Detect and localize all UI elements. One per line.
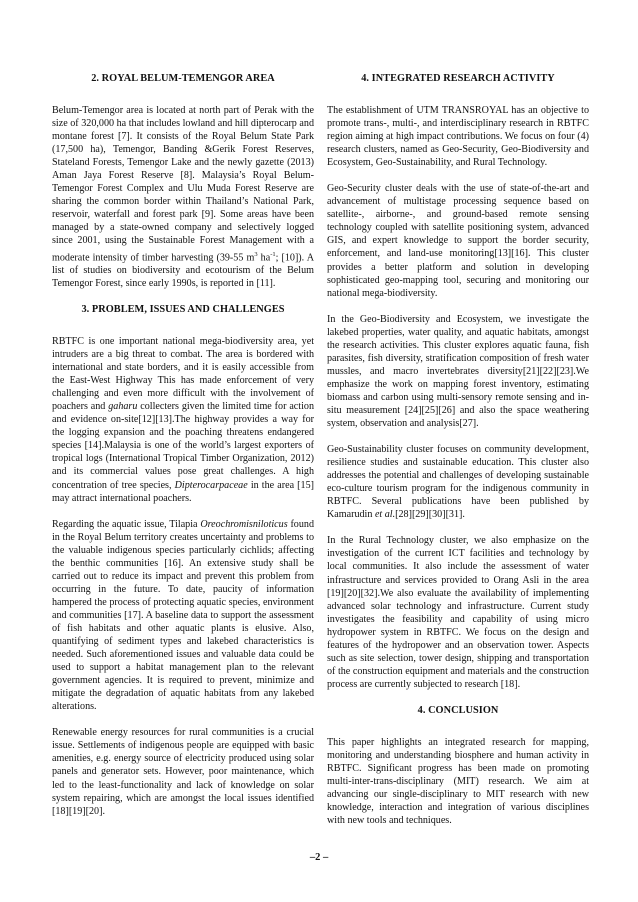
paragraph-research-3: In the Geo-Biodiversity and Ecosystem, we investigate the lakebed properties, water quality, and aquatic habitats, amongst the research activities. This cluster explores aquatic fauna, fish parasites, fish diversity, stratification composition of fresh water mussles, and macro invertebrates diversity[21][22][23].We emphasize the work on mapping forest inventory, estimating biomass and carbon using multi-sensory remote sensing and in-situ measurement [24][25][26] and also the space weathering system, observation and analysis[27].	[327, 313, 589, 430]
paragraph-problems-2: Regarding the aquatic issue, Tilapia Oreochromisniloticus found in the Royal Belum territory creates uncertainty and problems to the valuable indigenous species particularly cichlids; affecting the benthic communities [16]. An extensive study shall be carried out to reduce its impact and prevent this problem from occurring in the future. To date, paucity of information hampered the process of protecting aquatic species, environment and communities [17]. A baseline data to support the assessment of fish habitats and other aquatic plants is elusive. Also, quantifying of sediment types and lakebed characteristics is needed. Such aforementioned issues and valuable data could be used to support a habitat management plan to the relevant government agencies. It is required to prevent, minimize and mitigate the degradation of aquatic habitats from any lakebed alterations.	[52, 518, 314, 713]
section-title-integrated-research: 4. INTEGRATED RESEARCH ACTIVITY	[361, 73, 555, 84]
left-column	[52, 72, 314, 831]
paragraph-problems-1: RBTFC is one important national mega-biodiversity area, yet intruders are a big threat to combat. The area is bordered with international and state borders, and it is easily accessible from the East-West Highway This has made enforcement of very challenging and even more difficult with the involvement of poachers and gaharu collecters given the limited time for action and evidence on-site[12][13].The highway provides a way for the logging expansion and the poaching threatens endangered species [14].Malaysia is one of the world’s largest exporters of tropical logs (International Tropical Timber Organization, 2012) and its commercial values pose great challenges. A high concentration of tree species, Dipterocarpaceae in the area [15] may attract international poachers.	[52, 336, 314, 504]
page-number: –2 –	[309, 852, 329, 863]
paragraph-problems-3: Renewable energy resources for rural communities is a crucial issue. Settlements of indigenous people are equipped with basic amenities, e.g. energy source of electricity produced using solar panels and generator sets. However, poor maintenance, which led to the least-functionality and lack of knowledge on solar system repairing, which are amongst the local issues identified [18][19][20].	[52, 727, 314, 817]
paragraph-research-5: In the Rural Technology cluster, we also emphasize on the investigation of the current ICT facilities and technology by local communities. It also include the assessment of water infrastructure and services provided to Orang Asli in the area [19][20][32].We also evaluate the availability of implementing advanced solar technology and infrastructure. Current study investigates the feasibility and capability of using micro hydropower system in RBTFC. We focus on the design and features of the hydropower and an observation tower. Aspects such as site selection, tower design, shipping and transportation of the construction equipment and materials and the construction process are currently subjected to research [18].	[327, 535, 589, 690]
paragraph-research-4: Geo-Sustainability cluster focuses on community development, resilience studies and sustainable education. This cluster also addresses the potential and challenges of developing sustainable eco-culture tourism program for the indigenous community in RBTFC. Several publications have been published by Kamarudin et al.[28][29][30][31].	[327, 444, 589, 521]
paragraph-research-2: Geo-Security cluster deals with the use of state-of-the-art and advancement of multistage processing sequence based on satellite-, airborne-, and ground-based remote sensing technology coupled with satellite positioning system, advanced GIS, and expert knowledge to support the border security, enforcement, and land-use monitoring[13][16]. This cluster provides a better platform and solution in developing sophisticated geo-mapping tool, securing and monitoring our national mega-biodiversity.	[327, 183, 589, 299]
section-title-conclusion: 4. CONCLUSION	[417, 704, 499, 716]
right-column	[327, 72, 589, 840]
paragraph-research-1: The establishment of UTM TRANSROYAL has an objective to promote trans-, multi-, and interdisciplinary research in RBTFC region aiming at high impact contributions. We focus on four (4) research clusters, named as Geo-Security, Geo-Biodiversity and Ecosystem, Geo-Sustainability, and Rural Technology.	[327, 105, 589, 169]
paragraph-conclusion: This paper highlights an integrated research for mapping, monitoring and understanding biosphere and human activity in RBTFC. Significant progress has been made on promoting multi-inter-trans-disciplinary (MIT) research. We aim at advancing our single-disciplinary to MIT research with new knowledge, interaction and integration of various disciplines with new tools and techniques.	[327, 736, 589, 827]
section-title-royal-belum: 2. ROYAL BELUM-TEMENGOR AREA	[91, 73, 275, 84]
section-title-problems: 3. PROBLEM, ISSUES AND CHALLENGES	[81, 304, 285, 316]
paragraph-royal-belum: Belum-Temengor area is located at north part of Perak with the size of 320,000 ha that includes lowland and hill dipterocarp and montane forest [7]. It consists of the Royal Belum State Park (17,500 ha), Temengor, Banding &Gerik Forest Reserves, Stateland Forests, Temengor Lake and the newly gazette (2013) Aman Jaya Forest Reserve [8]. Malaysia’s Royal Belum-Temengor Forest Complex and Ulu Muda Forest Reserve are sharing the common border within Thailand’s National Park, reservoir, waterfall and forest park [9]. Some areas have been managed by a state-owned company and selectively logged since 2001, using the Sustainable Forest Management with a moderate intensity of timber harvesting (39-55 $m^3$ $ha^{-1}$; [10]). A list of studies on biodiversity and ecotourism of the Belum Temengor Forest, since early 1990s, is reported in [11].	[52, 105, 314, 289]
